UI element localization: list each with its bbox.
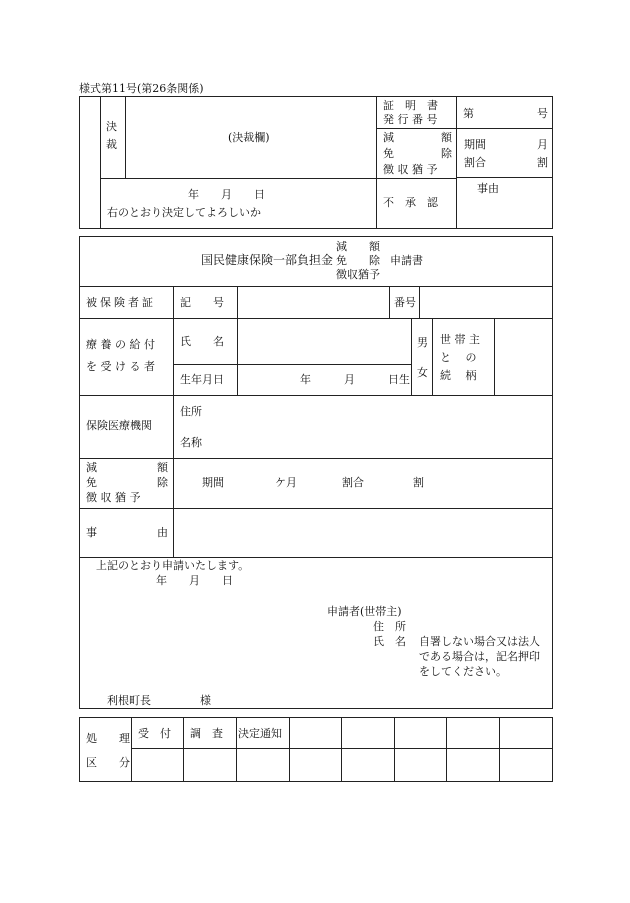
mayor-sama: 様 (200, 694, 211, 707)
institution-field[interactable] (210, 398, 550, 456)
approval-date: 年 月 日 (188, 188, 265, 201)
name-label: 氏 名 (180, 335, 224, 348)
birth-label: 生年月日 (180, 373, 224, 386)
kigo-field[interactable] (239, 288, 387, 316)
period-unit: 月 (537, 138, 548, 151)
decision-text: 右のとおり決定してよろしいか (107, 206, 261, 219)
insured-cert-label: 被保険者証 (86, 296, 156, 309)
app-exempt-right: 除 (157, 476, 168, 489)
relation-label-2: と の (440, 351, 477, 364)
note-line-2: である場合は，記名押印 (419, 650, 540, 663)
col-uketsuke: 受 付 (138, 727, 171, 740)
disapproval-label: 不 承 認 (383, 196, 438, 209)
relation-field[interactable] (496, 320, 550, 394)
reduce-label-right: 額 (441, 131, 452, 144)
reason-label: 事由 (477, 182, 499, 195)
app-ratio-label: 割合 (342, 476, 364, 489)
relation-label-3: 続 柄 (440, 369, 477, 382)
institution-label: 保険医療機関 (86, 419, 152, 432)
app-months-unit: ケ月 (275, 476, 297, 489)
col-kettei: 決定通知 (238, 727, 282, 740)
apply-text: 上記のとおり申請いたします。 (96, 559, 250, 572)
kessai-label-1: 決 (106, 120, 117, 133)
app-ratio-unit: 割 (413, 476, 424, 489)
app-exempt-label: 免 (86, 476, 97, 489)
ratio-label: 割合 (464, 156, 486, 169)
title-exempt: 免 除 (336, 254, 380, 267)
note-line-1: 自署しない場合又は法人 (419, 635, 540, 648)
title-defer: 徴収猶予 (336, 268, 380, 281)
col-chosa: 調 査 (190, 727, 223, 740)
cert-go: 号 (537, 107, 548, 120)
title-main: 国民健康保険一部負担金 (201, 253, 334, 267)
cert-label-2: 発 行 番 号 (383, 113, 438, 126)
applicant-address-label: 住 所 (373, 620, 406, 633)
bango-field[interactable] (421, 288, 550, 316)
kessai-field: (決裁欄) (228, 131, 270, 144)
reduce-label: 減 (383, 131, 394, 144)
reason-field[interactable] (175, 510, 550, 555)
exempt-label-right: 除 (441, 147, 452, 160)
applicant-name-label: 氏 名 (373, 635, 406, 648)
app-defer-label: 徴 収 猶 予 (86, 491, 141, 504)
defer-label: 徴 収 猶 予 (383, 163, 438, 176)
apply-date: 年 月 日 (156, 574, 233, 587)
kessai-label-2: 裁 (106, 138, 117, 151)
app-reduce-right: 額 (157, 461, 168, 474)
relation-label-1: 世 帯 主 (440, 333, 480, 346)
processing-label-2: 区 分 (86, 756, 130, 769)
exempt-label: 免 (383, 147, 394, 160)
app-reason-label-l: 事 (86, 526, 97, 539)
title-suffix: 申請書 (390, 254, 423, 267)
app-reduce-label: 減 (86, 461, 97, 474)
name-field[interactable] (239, 320, 409, 362)
app-reason-label-r: 由 (157, 526, 168, 539)
ratio-unit: 割 (537, 156, 548, 169)
bango-label: 番号 (394, 296, 416, 309)
app-period-label: 期間 (202, 476, 224, 489)
processing-label-1: 処 理 (86, 732, 130, 745)
inst-name-label: 名称 (180, 436, 202, 449)
kigo-label: 記 号 (180, 296, 224, 309)
sex-female: 女 (417, 366, 428, 379)
mayor-label: 利根町長 (107, 694, 151, 707)
note-line-3: をしてください。 (419, 665, 507, 678)
sex-male: 男 (417, 336, 428, 349)
title-reduce: 減 額 (336, 240, 380, 253)
recipient-label-1: 療 養 の 給 付 (86, 338, 155, 351)
birth-date: 年 月 日生 (300, 373, 410, 386)
form-number-label: 様式第11号(第26条関係) (79, 82, 204, 95)
period-label: 期間 (464, 138, 486, 151)
cert-label-1: 証 明 書 (383, 99, 438, 112)
recipient-label-2: を 受 け る 者 (86, 360, 155, 373)
inst-address-label: 住所 (180, 405, 202, 418)
cert-dai: 第 (463, 107, 474, 120)
applicant-label: 申請者(世帯主) (327, 605, 402, 618)
